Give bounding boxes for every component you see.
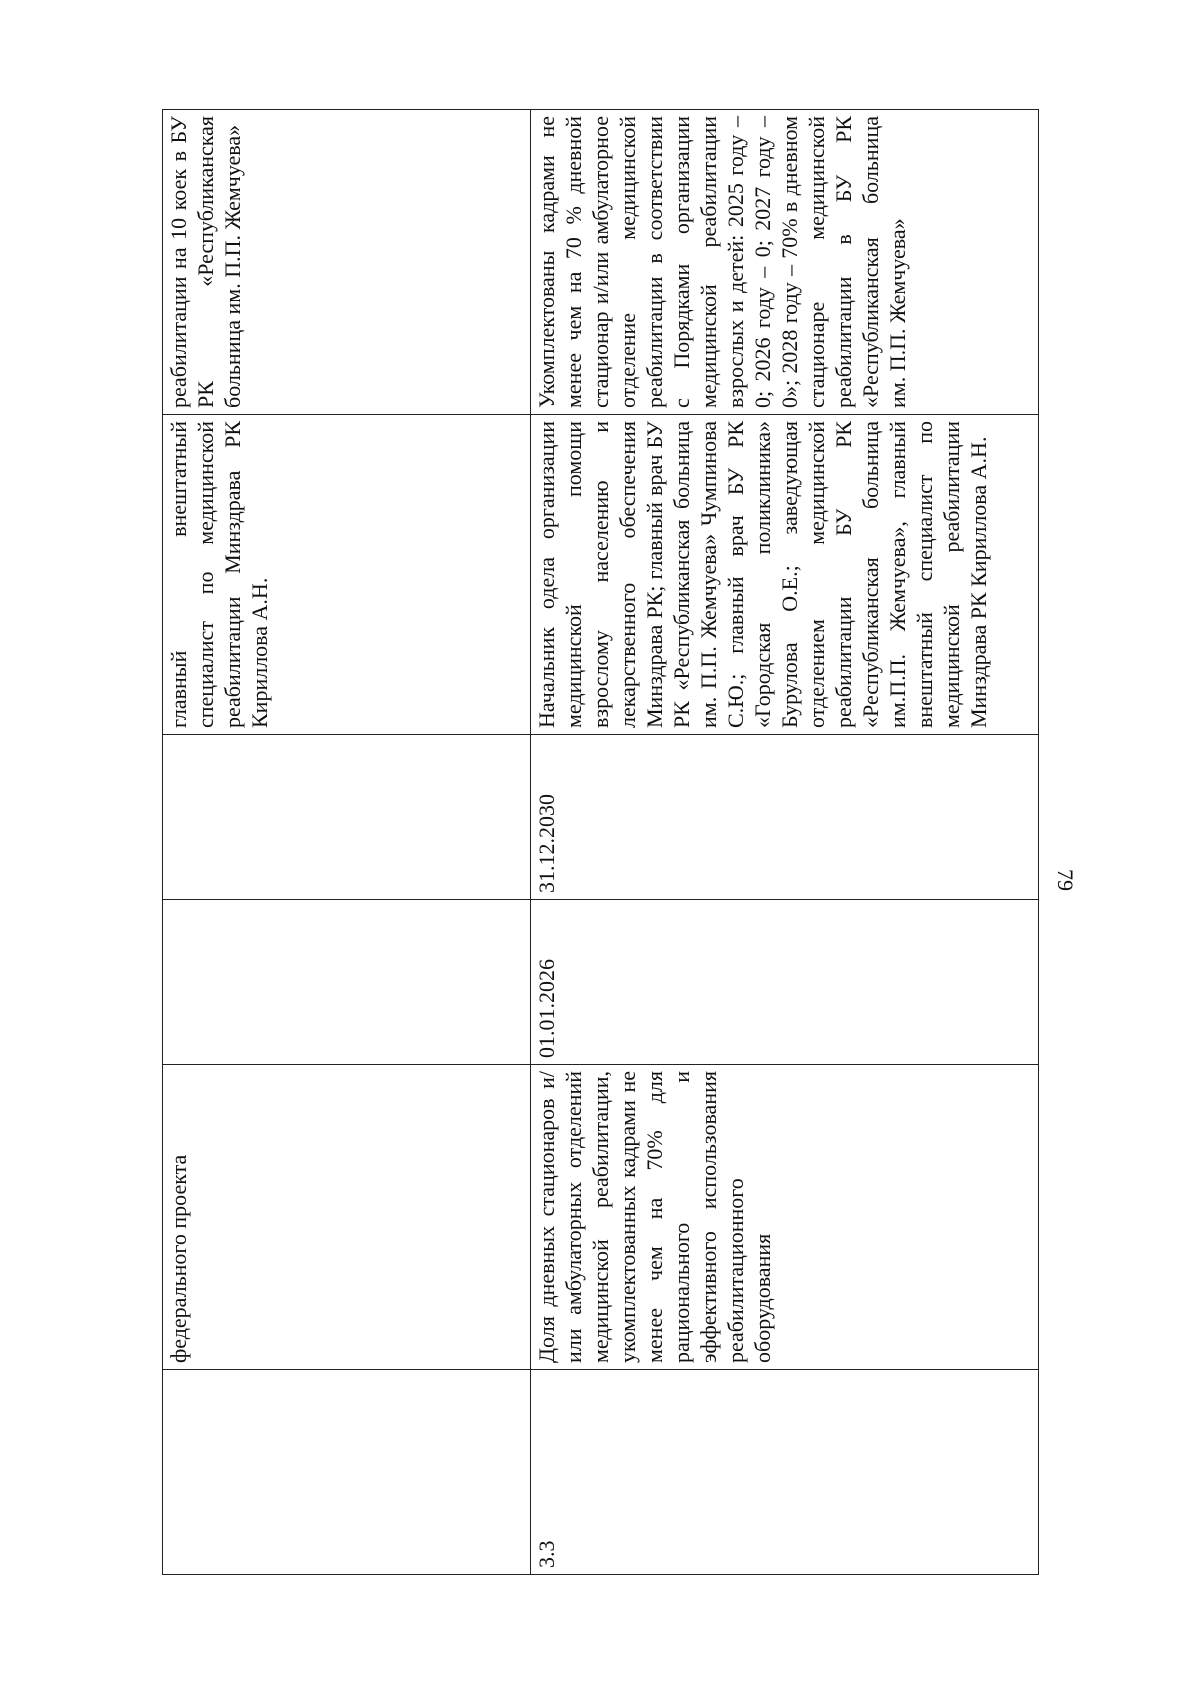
responsible-cell: главный внештатный специалист по медицинской реабилитации Минздрава РК Кириллова А.Н. (163, 415, 531, 735)
row-number: 3.3 (531, 1370, 1039, 1575)
table-row (163, 110, 531, 1575)
result-cell: реабилитации на 10 коек в БУ РК «Республиканская больница им. П.П. Жемчуева» (163, 110, 531, 415)
responsible-cell: Начальник одела организации медицинской помощи взрослому населению и лекарственного обеспечения Минздрава РК; главный врач БУ РК «Республиканская больница им. П.П. Жемчуева» Чумпинова С.Ю.; главный врач БУ РК «Городская поликлиника» Бурулова О.Е.; заведующая отделением медицинской реабилитации БУ РК «Республиканская больница им.П.П. Жемчуева», главный внештатный специалист по медицинской реабилитации Минздрава РК Кириллова А.Н. (531, 415, 1039, 735)
end-date-cell (163, 735, 531, 900)
indicator-cell: федерального проекта (163, 1065, 531, 1370)
plan-table (162, 109, 1039, 1575)
end-date-cell: 31.12.2030 (531, 735, 1039, 900)
result-cell: Укомплектованы кадрами не менее чем на 70 % дневной стационар и/или амбулаторное отделение медицинской реабилитации в соответствии с Порядками организации медицинской реабилитации взрослых и детей: 2025 году – 0; 2026 году – 0; 2027 году – 0»; 2028 году – 70% в дневном стационаре медицинской реабилитации в БУ РК «Республиканская больница им. П.П. Жемчуева» (531, 110, 1039, 415)
start-date-cell (163, 900, 531, 1065)
indicator-cell: Доля дневных стационаров и/или амбулаторных отделений медицинской реабилитации, укомплектованных кадрами не менее чем на 70% для рационального и эффективного использования реабилитационного оборудования (531, 1065, 1039, 1370)
rotated-page-content (162, 110, 1042, 1575)
start-date-cell: 01.01.2026 (531, 900, 1039, 1065)
row-number (163, 1370, 531, 1575)
table-row (531, 110, 1039, 1575)
page-number: 79 (1053, 869, 1078, 891)
